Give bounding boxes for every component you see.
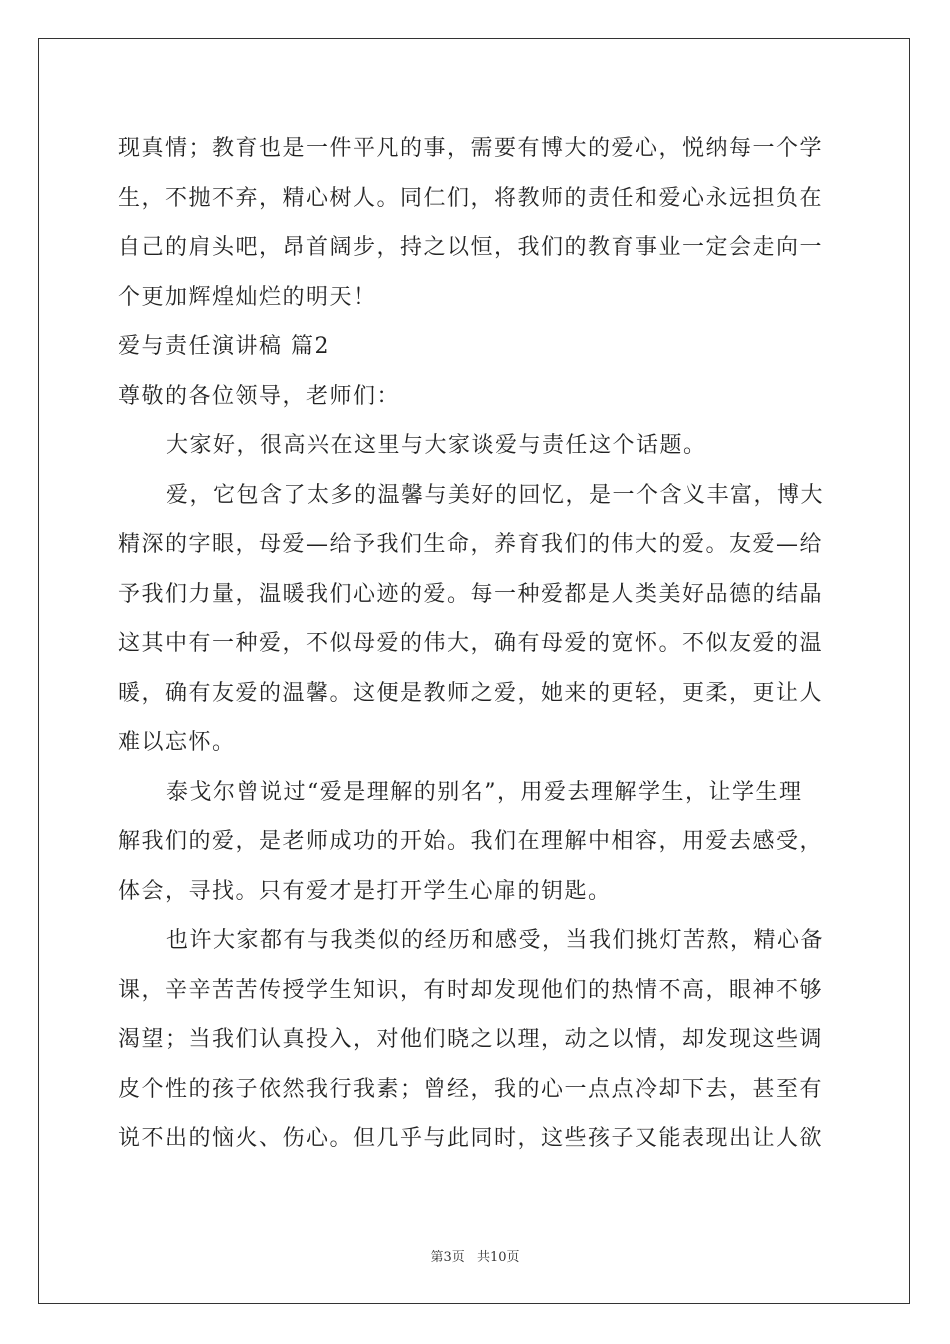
document-body [118,124,838,1164]
paragraph [118,471,838,768]
page-number: 第3页 [430,1250,465,1265]
text-line: 个更加辉煌灿烂的明天！ [118,284,377,310]
paragraph [118,322,838,372]
text-line: 尊敬的各位领导，老师们： [118,383,401,409]
text-line: 渴望；当我们认真投入，对他们晓之以理，动之以情，却发现这些调 [118,1027,824,1052]
text-line: 皮个性的孩子依然我行我素；曾经，我的心一点点冷却下去，甚至有 [118,1076,824,1102]
text-line: 自己的肩头吧，昂首阔步，持之以恒，我们的教育事业一定会走向一 [118,235,824,260]
page-footer [0,1246,950,1265]
text-line: 爱，它包含了太多的温馨与美好的回忆，是一个含义丰富，博大 [166,482,825,508]
text-line: 难以忘怀。 [118,730,236,755]
text-line: 精深的字眼，母爱—给予我们生命，养育我们的伟大的爱。友爱—给 [118,532,824,557]
text-line: 暖，确有友爱的温馨。这便是教师之爱，她来的更轻，更柔，更让人 [118,680,824,706]
text-line: 生，不抛不弃，精心树人。同仁们，将教师的责任和爱心永远担负在 [118,185,824,211]
text-line: 课，辛辛苦苦传授学生知识，有时却发现他们的热情不高，眼神不够 [118,977,824,1003]
paragraph [118,124,838,322]
text-line: 体会，寻找。只有爱才是打开学生心扉的钥匙。 [118,878,612,904]
text-line: 现真情；教育也是一件平凡的事，需要有博大的爱心，悦纳每一个学 [118,136,824,161]
text-line: 泰戈尔曾说过“爱是理解的别名”，用爱去理解学生，让学生理 [166,779,803,805]
text-line: 说不出的恼火、伤心。但几乎与此同时，这些孩子又能表现出让人欲 [118,1126,824,1151]
paragraph [118,916,838,1164]
paragraph [118,768,838,917]
paragraph [118,372,838,422]
text-line: 爱与责任演讲稿 篇2 [118,334,330,359]
paragraph [118,421,838,471]
text-line: 这其中有一种爱，不似母爱的伟大，确有母爱的宽怀。不似友爱的温 [118,631,824,656]
text-line: 予我们力量，温暖我们心迹的爱。每一种爱都是人类美好品德的结晶 [118,581,824,607]
text-line: 也许大家都有与我类似的经历和感受，当我们挑灯苦熬，精心备 [166,928,825,953]
page-total: 共10页 [476,1250,520,1265]
text-line: 解我们的爱，是老师成功的开始。我们在理解中相容，用爱去感受， [118,829,824,854]
text-line: 大家好，很高兴在这里与大家谈爱与责任这个话题。 [166,433,707,458]
